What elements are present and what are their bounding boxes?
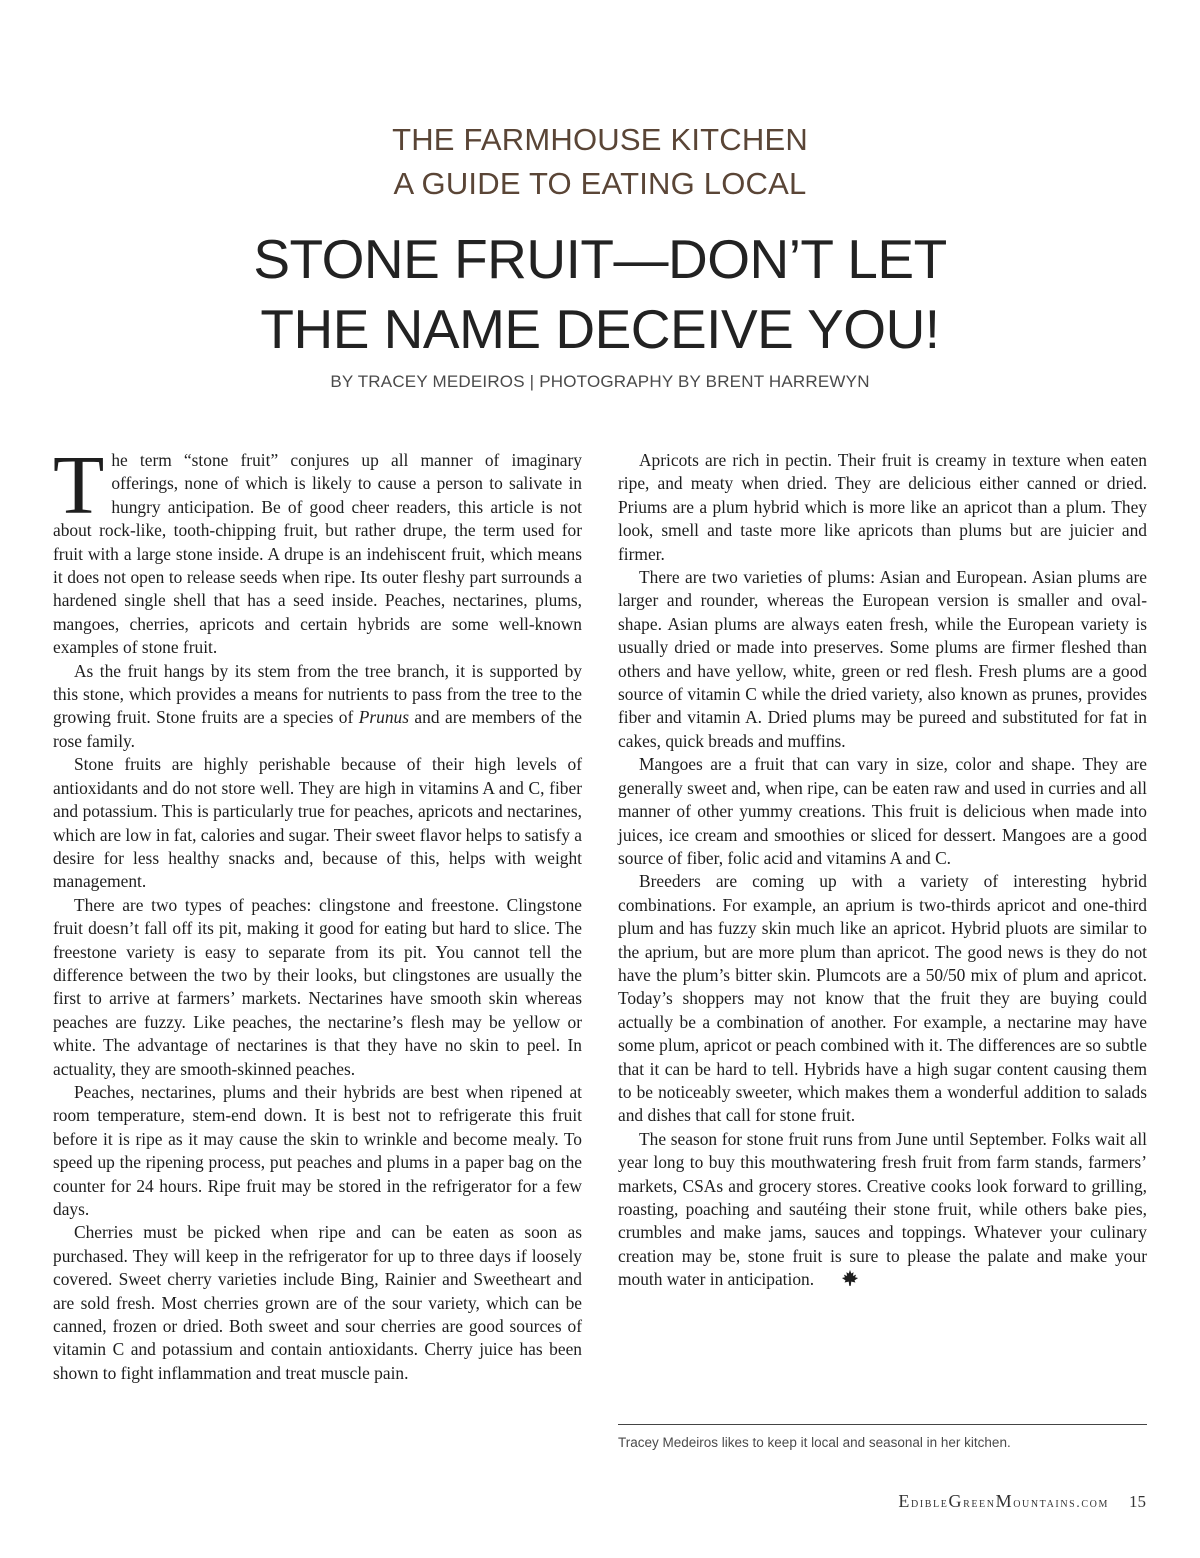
article-paragraph-8: There are two varieties of plums: Asian and European. Asian plums are larger and rounder, whereas the European version is smaller and oval-shape. Asian plums are always eaten fresh, while the European variety is usually dried or made into preserves. Some plums are firmer fleshed than others and have yellow, white, green or red flesh. Fresh plums are a good source of vitamin C while the dried variety, also known as prunes, provides fiber and vitamin A. Dried plums may be pureed and substituted for fat in cakes, quick breads and muffins. bbox=[618, 567, 1147, 751]
website-name: EdibleGreenMountains.com bbox=[898, 1491, 1109, 1511]
bio-divider bbox=[618, 1424, 1147, 1425]
article-paragraph-7: Apricots are rich in pectin. Their fruit is creamy in texture when eaten ripe, and meaty when dried. They are delicious either canned or dried. Priums are a plum hybrid which is more like an apricot than a plum. They look, smell and taste more like apricots than plums but are juicier and firmer. bbox=[618, 450, 1147, 564]
paragraph-2-text-end: and are members of the rose family. bbox=[53, 707, 582, 751]
article-column-left bbox=[53, 439, 582, 1385]
article-paragraph-4: There are two types of peaches: clingstone and freestone. Clingstone fruit doesn’t fall off its pit, making it good for eating but hard to slice. The freestone variety is easy to separate from its pit. You cannot tell the difference between the two by their looks, but clingstones are usually the first to arrive at farmers’ markets. Nectarines have smooth skin whereas peaches are fuzzy. Like peaches, the nectarine’s flesh may be yellow or white. The advantage of nectarines is that they have no skin to peel. In actuality, they are smooth-skinned peaches. bbox=[53, 894, 582, 1079]
paragraph-2-text-start: As the fruit hangs by its stem from the tree branch, it is supported by this stone, which provides a means for nutrients to pass from the tree to the growing fruit. Stone fruits are a species of bbox=[53, 660, 582, 728]
author-bio: Tracey Medeiros likes to keep it local and seasonal in her kitchen. bbox=[618, 1435, 1011, 1450]
maple-leaf-icon bbox=[820, 1269, 859, 1293]
article-paragraph-11 bbox=[618, 1128, 1147, 1294]
article-title bbox=[0, 224, 1200, 364]
section-heading bbox=[0, 118, 1200, 206]
article-paragraph-5: Peaches, nectarines, plums and their hybrids are best when ripened at room temperature, stem-end down. It is best not to refrigerate this fruit before it is ripe as it may cause the skin to wrinkle and become mealy. To speed up the ripening process, put peaches and plums in a paper bag on the counter for 24 hours. Ripe fruit may be stored in the refrigerator for a few days. bbox=[53, 1081, 582, 1219]
article-title-line-2: THE NAME DECEIVE YOU! bbox=[260, 298, 940, 360]
section-heading-line-1: THE FARMHOUSE KITCHEN bbox=[392, 122, 808, 157]
section-heading-line-2: A GUIDE TO EATING LOCAL bbox=[393, 166, 807, 201]
byline: BY TRACEY MEDEIROS | PHOTOGRAPHY BY BRENT HARREWYN bbox=[330, 372, 870, 391]
page-footer bbox=[898, 1491, 1146, 1512]
drop-cap: T bbox=[53, 439, 105, 532]
article-paragraph-9: Mangoes are a fruit that can vary in size, color and shape. They are generally sweet and, when ripe, can be eaten raw and used in curries and all manner of other yummy creations. This fruit is delicious when made into juices, ice cream and smoothies or sliced for dessert. Mangoes are a good source of fiber, folic acid and vitamins A and C. bbox=[618, 754, 1147, 868]
article-paragraph-2 bbox=[53, 660, 582, 754]
page-number: 15 bbox=[1129, 1492, 1146, 1511]
article-paragraph-1 bbox=[53, 439, 582, 660]
article-paragraph-3: Stone fruits are highly perishable because of their high levels of antioxidants and do not store well. They are high in vitamins A and C, fiber and potassium. This is particularly true for peaches, apricots and nectarines, which are low in fat, calories and sugar. Their sweet flavor helps to satisfy a desire for less healthy snacks and, because of this, helps with weight management. bbox=[53, 754, 582, 892]
article-title-line-1: STONE FRUIT—DON’T LET bbox=[253, 228, 947, 290]
article-paragraph-10: Breeders are coming up with a variety of interesting hybrid combinations. For example, an aprium is two-thirds apricot and one-third plum and has fuzzy skin much like an apricot. Hybrid pluots are similar to the aprium, but are more plum than apricot. The good news is they do not have the plum’s bitter skin. Plumcots are a 50/50 mix of plum and apricot. Today’s shoppers may not know that the fruit they are buying could actually be a combination of another. For example, a nectarine may have some plum, apricot or peach combined with it. The differences are so subtle that it can be hard to tell. Hybrids have a high sugar content causing them to be noticeably sweeter, which makes them a wonderful addition to salads and dishes that call for stone fruit. bbox=[618, 871, 1147, 1126]
paragraph-2-italic-term: Prunus bbox=[358, 707, 409, 728]
paragraph-1-text: he term “stone fruit” conjures up all manner of imaginary offerings, none of which is likely to cause a person to salivate in hungry anticipation. Be of good cheer readers, this article is not about rock-like, tooth-chipping fruit, but rather drupe, the term used for fruit with a large stone inside. A drupe is an indehiscent fruit, which means it does not open to release seeds when ripe. Its outer fleshy part surrounds a hardened single shell that has a seed inside. Peaches, nectarines, plums, mangoes, cherries, apricots and certain hybrids are some well-known examples of stone fruit. bbox=[53, 450, 582, 658]
paragraph-11-text: The season for stone fruit runs from June until September. Folks wait all year long to buy this mouthwatering fresh fruit from farm stands, farmers’ markets, CSAs and grocery stores. Creative cooks look forward to grilling, roasting, poaching and sautéing their stone fruit, while others bake pies, crumbles and make jams, sauces and toppings. Whatever your culinary creation may be, stone fruit is sure to please the palate and make your mouth water in anticipation. bbox=[618, 1128, 1147, 1290]
article-paragraph-6: Cherries must be picked when ripe and can be eaten as soon as purchased. They will keep in the refrigerator for up to three days if loosely covered. Sweet cherry varieties include Bing, Rainier and Sweetheart and are sold fresh. Most cherries grown are of the sour variety, which can be canned, frozen or dried. Both sweet and sour cherries are good sources of vitamin C and potassium and contain antioxidants. Cherry juice has been shown to fight inflammation and treat muscle pain. bbox=[53, 1222, 582, 1383]
article-column-right bbox=[618, 449, 1147, 1294]
